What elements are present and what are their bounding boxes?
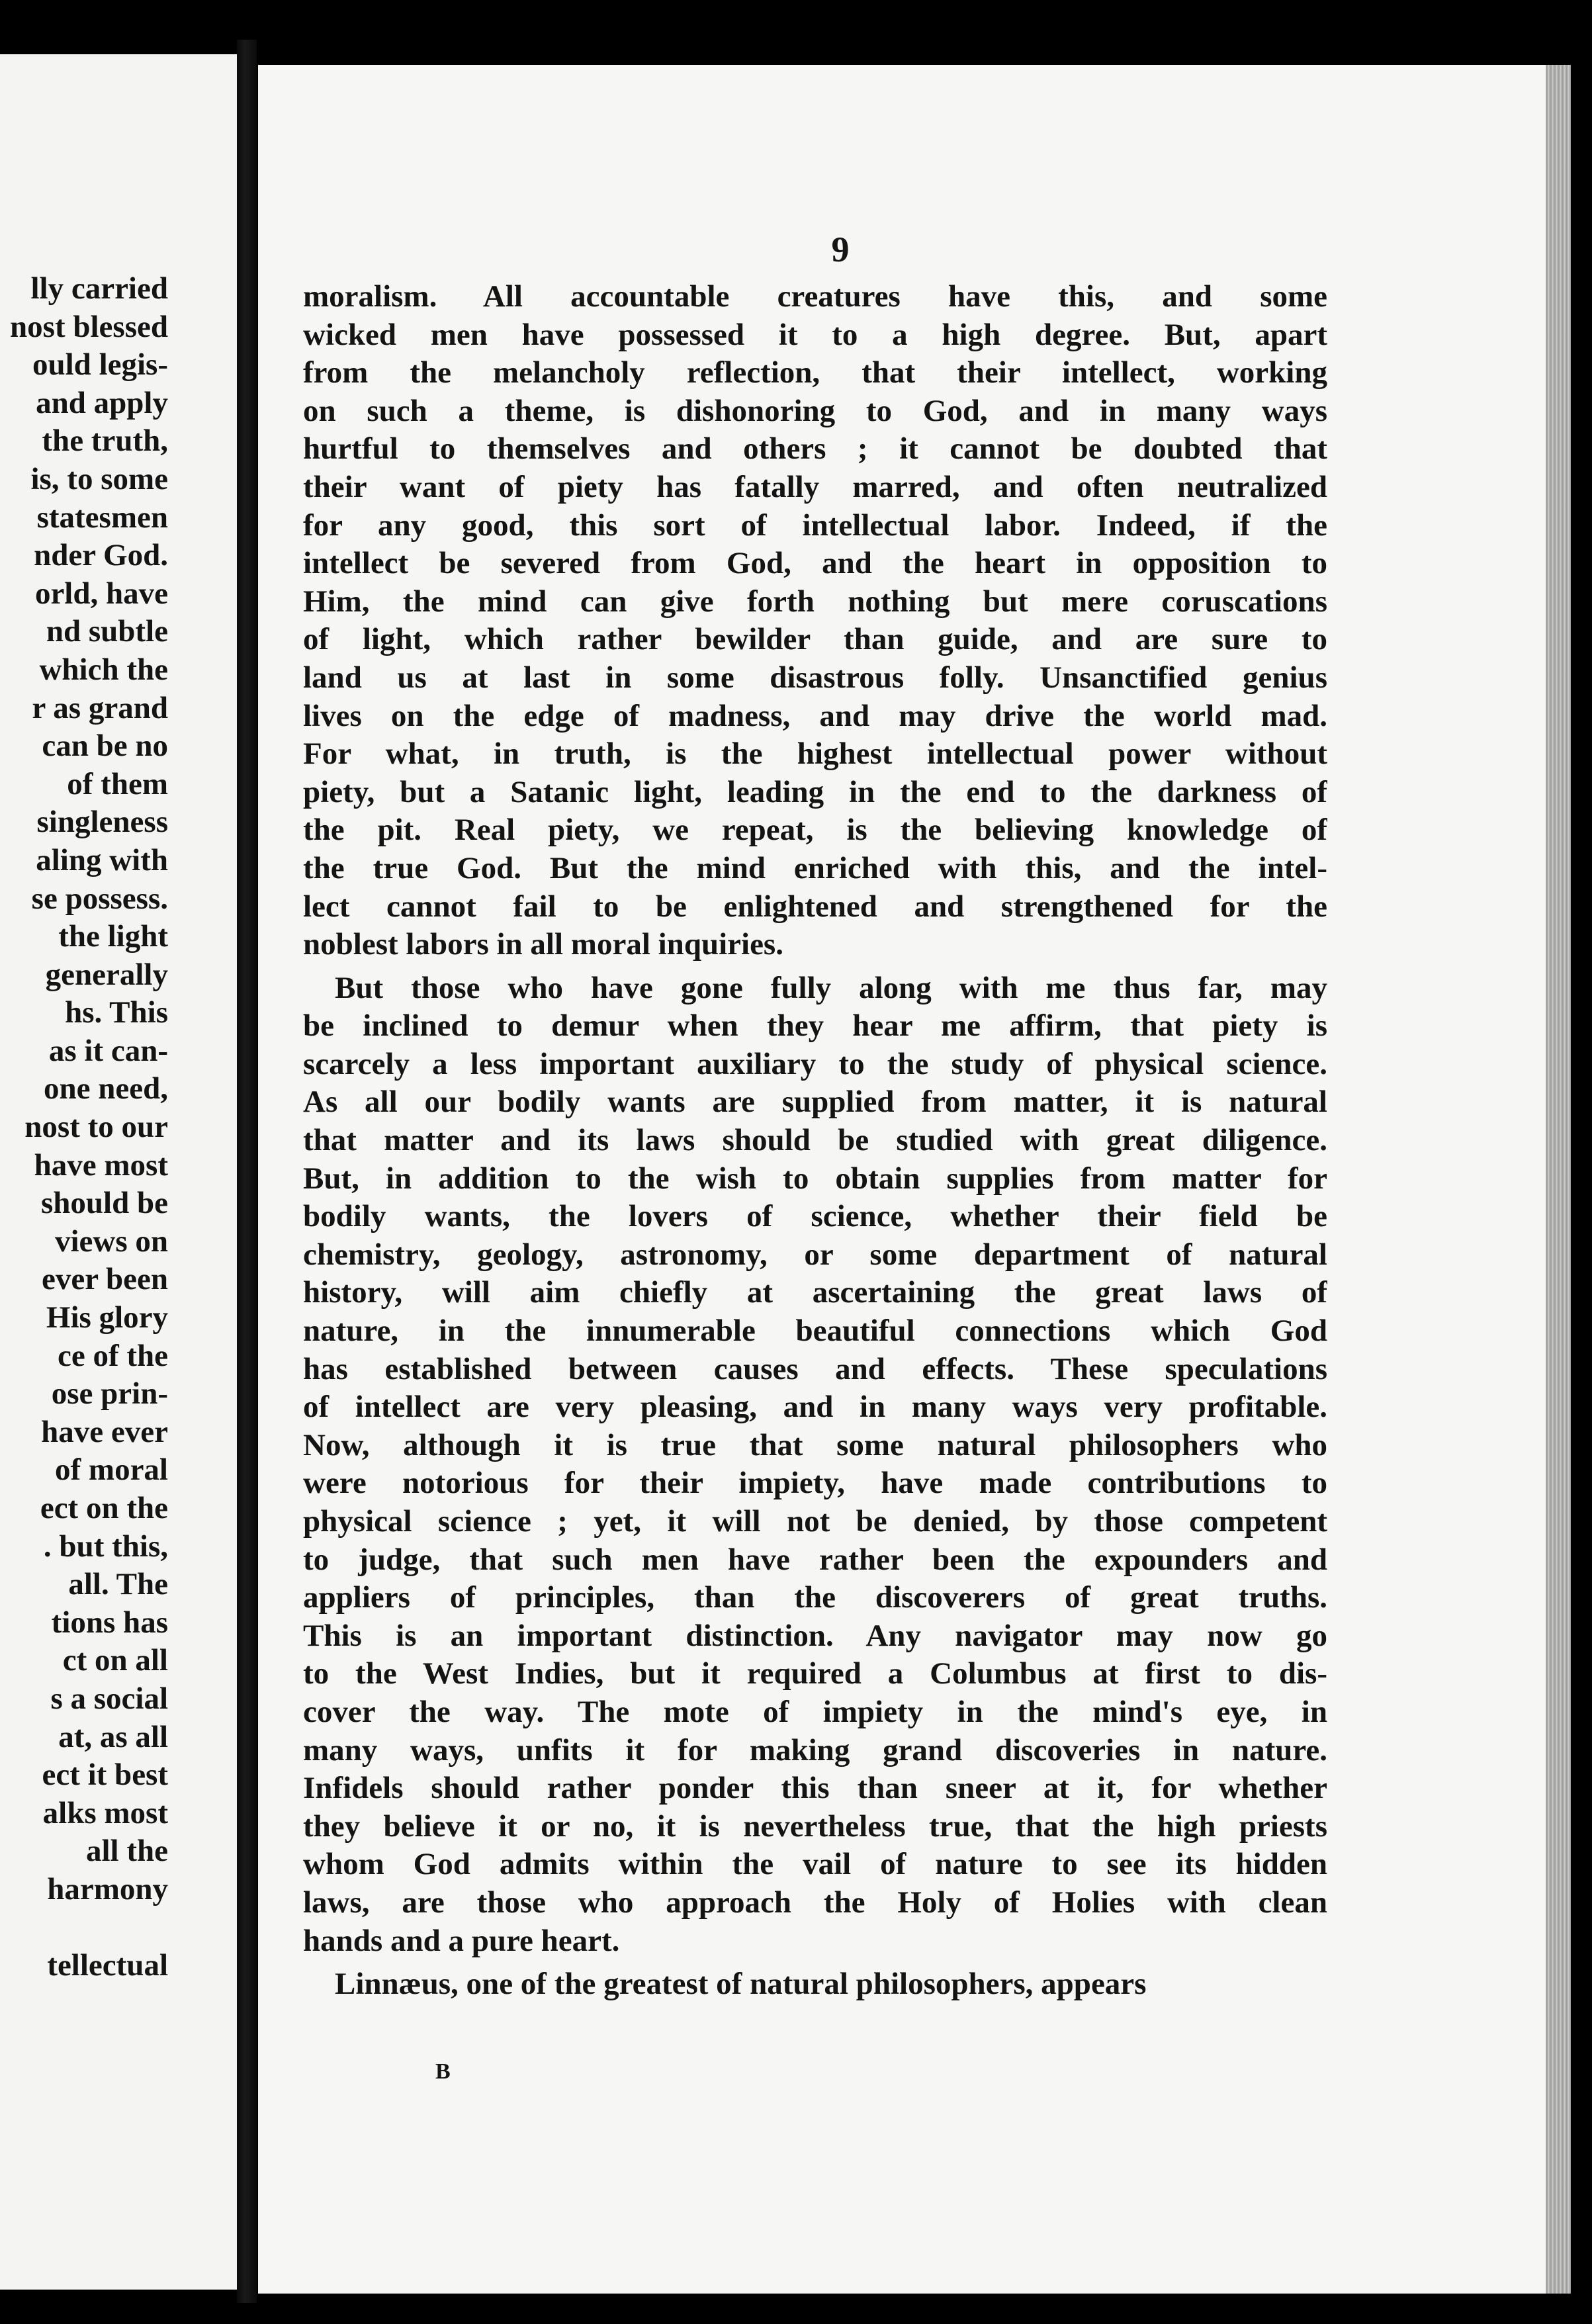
text-line: has established between causes and effects. These speculations [303,1351,1327,1386]
text-line: physical science ; yet, it will not be denied, by those competent [303,1504,1327,1539]
left-page-line: ould legis- [32,347,168,382]
text-line: intellect be severed from God, and the heart in opposition to [303,546,1327,581]
text-line: moralism. All accountable creatures have this, and some [303,279,1327,314]
left-page-line: ect it best [42,1758,168,1793]
left-page-line: aling with [36,842,168,877]
left-page-line: all the [85,1834,168,1869]
left-page-line: ose prin- [51,1376,168,1411]
text-line: laws, are those who approach the Holy of Holies with clean [303,1885,1327,1920]
left-page-line: lly carried [30,271,168,306]
text-line: But those who have gone fully along with me thus far, may [335,970,1327,1005]
text-line: from the melancholy reflection, that their intellect, working [303,355,1327,390]
left-page-line: orld, have [34,576,168,611]
left-page-line: which the [39,652,168,687]
left-page-line: ect on the [40,1491,168,1525]
left-page-line: statesmen [36,500,168,535]
text-line: appliers of principles, than the discoverers of great truths. [303,1580,1327,1615]
left-page-line: of them [67,766,168,801]
left-page-line: have ever [41,1414,168,1449]
text-line: hurtful to themselves and others ; it cannot be doubted that [303,431,1327,467]
text-line: As all our bodily wants are supplied from matter, it is natural [303,1085,1327,1120]
text-line: Now, although it is true that some natural philosophers who [303,1427,1327,1462]
left-page-line: singleness [36,805,168,840]
left-page-line: views on [54,1224,168,1259]
text-line: whom God admits within the vail of nature to see its hidden [303,1847,1327,1882]
left-page-line: all. The [68,1567,168,1602]
left-page-line: tions has [51,1605,168,1640]
left-page-line: tellectual [47,1948,168,1983]
left-page-line: have most [34,1147,168,1183]
text-line: This is an important distinction. Any navigator may now go [303,1618,1327,1653]
left-page-line: is, to some [30,461,168,496]
left-page-line [0,1909,168,1947]
page-edge-stack [1546,65,1571,2294]
text-line: Him, the mind can give forth nothing but mere coruscations [303,584,1327,619]
text-line: of light, which rather bewilder than guide, and are sure to [303,622,1327,657]
text-line: to judge, that such men have rather been the expounders and [303,1542,1327,1577]
text-line: on such a theme, is dishonoring to God, and in many ways [303,393,1327,428]
left-page-line: hs. This [65,995,168,1030]
left-page-line: one need, [44,1071,168,1106]
page-body-text [303,278,1327,2004]
left-page-line: nost blessed [10,309,168,344]
left-page-line: harmony [47,1871,168,1906]
left-page-line: the truth, [42,424,168,459]
text-line: For what, in truth, is the highest intellectual power without [303,737,1327,772]
text-line: hands and a pure heart. [303,1923,620,1958]
left-page-line: can be no [42,729,168,764]
text-line: chemistry, geology, astronomy, or some department of natural [303,1237,1327,1272]
left-page-line: nost to our [24,1110,168,1145]
left-page-line: . but this, [43,1529,168,1564]
paragraph-2 [303,969,1327,1960]
text-line: of intellect are very pleasing, and in many ways very profitable. [303,1390,1327,1425]
right-page [258,65,1567,2294]
book-gutter [237,40,257,2303]
paragraph-3 [303,1965,1327,2004]
page-number: 9 [831,230,850,269]
text-line: they believe it or no, it is nevertheless true, that the high priests [303,1809,1327,1844]
text-line: their want of piety has fatally marred, and often neutralized [303,469,1327,504]
text-line: noblest labors in all moral inquiries. [303,927,783,962]
left-page-line: His glory [46,1300,168,1335]
text-line: lect cannot fail to be enlightened and strengthened for the [303,889,1327,924]
left-page-line: should be [40,1186,168,1221]
text-line: that matter and its laws should be studied with great diligence. [303,1123,1327,1158]
left-page-line: the light [58,919,168,954]
text-line: Infidels should rather ponder this than sneer at it, for whether [303,1771,1327,1806]
text-line: cover the way. The mote of impiety in the mind's eye, in [303,1694,1327,1729]
left-page-line: nd subtle [46,614,168,649]
left-page-line: r as grand [32,690,168,725]
left-page-line: of moral [55,1452,168,1488]
left-page [0,54,237,2290]
left-page-line: and apply [36,385,168,420]
text-line: the true God. But the mind enriched with this, and the intel- [303,850,1327,885]
left-page-line: se possess. [31,881,168,916]
text-line: the pit. Real piety, we repeat, is the believing knowledge of [303,813,1327,848]
text-line: history, will aim chiefly at ascertaining the great laws of [303,1275,1327,1310]
left-page-text [0,270,168,1985]
text-line: be inclined to demur when they hear me affirm, that piety is [303,1008,1327,1044]
text-line: wicked men have possessed it to a high degree. But, apart [303,317,1327,352]
left-page-line: nder God. [34,538,168,573]
left-page-line: alks most [42,1795,168,1830]
text-line: But, in addition to the wish to obtain supplies from matter for [303,1161,1327,1196]
left-page-line: generally [45,957,168,992]
text-line: bodily wants, the lovers of science, whether their field be [303,1199,1327,1234]
left-page-line: ct on all [62,1643,168,1678]
text-line: piety, but a Satanic light, leading in the end to the darkness of [303,774,1327,809]
left-page-line: ce of the [57,1338,168,1373]
text-line: lives on the edge of madness, and may drive the world mad. [303,698,1327,733]
text-line: many ways, unfits it for making grand discoveries in nature. [303,1732,1327,1767]
text-line: nature, in the innumerable beautiful connections which God [303,1314,1327,1349]
text-line: to the West Indies, but it required a Columbus at first to dis- [303,1656,1327,1691]
left-page-line: at, as all [58,1719,168,1754]
text-line: for any good, this sort of intellectual labor. Indeed, if the [303,508,1327,543]
text-line: scarcely a less important auxiliary to the study of physical science. [303,1046,1327,1081]
left-page-line: as it can- [48,1033,168,1068]
left-page-line: ever been [42,1262,168,1297]
paragraph-1 [303,278,1327,964]
text-line: Linnæus, one of the greatest of natural philosophers, appears [335,1967,1147,2002]
text-line: were notorious for their impiety, have made contributions to [303,1466,1327,1501]
text-line: land us at last in some disastrous folly. Unsanctified genius [303,660,1327,695]
signature-mark: B [435,2059,451,2084]
left-page-line: s a social [50,1681,168,1716]
